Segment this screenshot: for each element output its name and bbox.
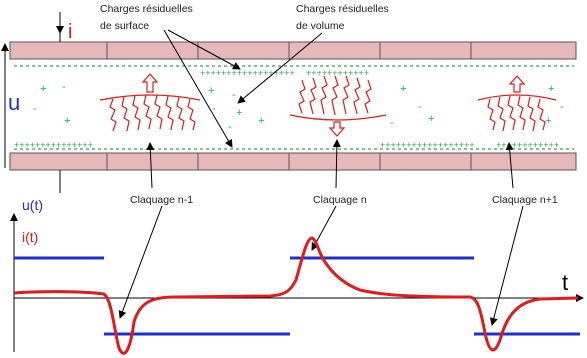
breakdown-current-label: Claquage n <box>313 194 367 206</box>
discharge-prev <box>100 74 200 131</box>
volume-charge: + <box>208 85 215 97</box>
volume-charge: + <box>258 115 265 127</box>
surface-plus-top-1: ++++++++++++++++++ <box>200 68 295 78</box>
i-of-t-label: i(t) <box>22 229 39 245</box>
top-electrode <box>10 42 576 59</box>
breakdown-prev-label: Claquage n-1 <box>130 194 194 206</box>
volume-charge: + <box>400 83 407 95</box>
volume-charge: - <box>62 81 66 93</box>
voltage-curve <box>14 258 580 334</box>
breakdown-next-label: Claquage n+1 <box>492 194 558 206</box>
current-curve <box>14 238 578 353</box>
volume-charge: - <box>232 89 236 101</box>
current-symbol: i <box>68 21 73 43</box>
volume-charges <box>33 81 564 133</box>
volume-charge: - <box>560 101 564 113</box>
surface-plus-bottom-3: ++++++++++++ <box>496 140 560 150</box>
surface-charges-label-2: de surface <box>100 20 150 32</box>
u-of-t-label: u(t) <box>22 197 43 213</box>
volume-charge: - <box>418 101 422 113</box>
volume-charge: + <box>548 83 555 95</box>
volume-charge: - <box>33 103 37 115</box>
discharge-current <box>290 76 386 136</box>
surface-plus-bottom-1: +++++++++++++++ <box>14 140 93 150</box>
time-axis-label: t <box>562 270 569 295</box>
voltage-symbol: u <box>8 90 21 115</box>
volume-charge: + <box>236 107 243 119</box>
volume-charge: + <box>545 115 552 127</box>
volume-charges-label-2: de volume <box>296 20 345 32</box>
volume-charge: - <box>390 117 394 129</box>
discharge-next <box>478 76 556 131</box>
volume-charge: - <box>212 103 216 115</box>
surface-charges-label-1: Charges résiduelles <box>100 3 193 15</box>
volume-charge: + <box>428 113 435 125</box>
surface-plus-top-2: ++++++++++++ <box>306 68 370 78</box>
volume-charges-label-1: Charges résiduelles <box>296 3 389 15</box>
volume-charge: + <box>40 83 47 95</box>
volume-charge: - <box>228 121 232 133</box>
surface-plus-bottom-2: ++++++++++++++++++ <box>380 140 475 150</box>
volume-charge: + <box>64 115 71 127</box>
bottom-electrode <box>10 153 576 170</box>
